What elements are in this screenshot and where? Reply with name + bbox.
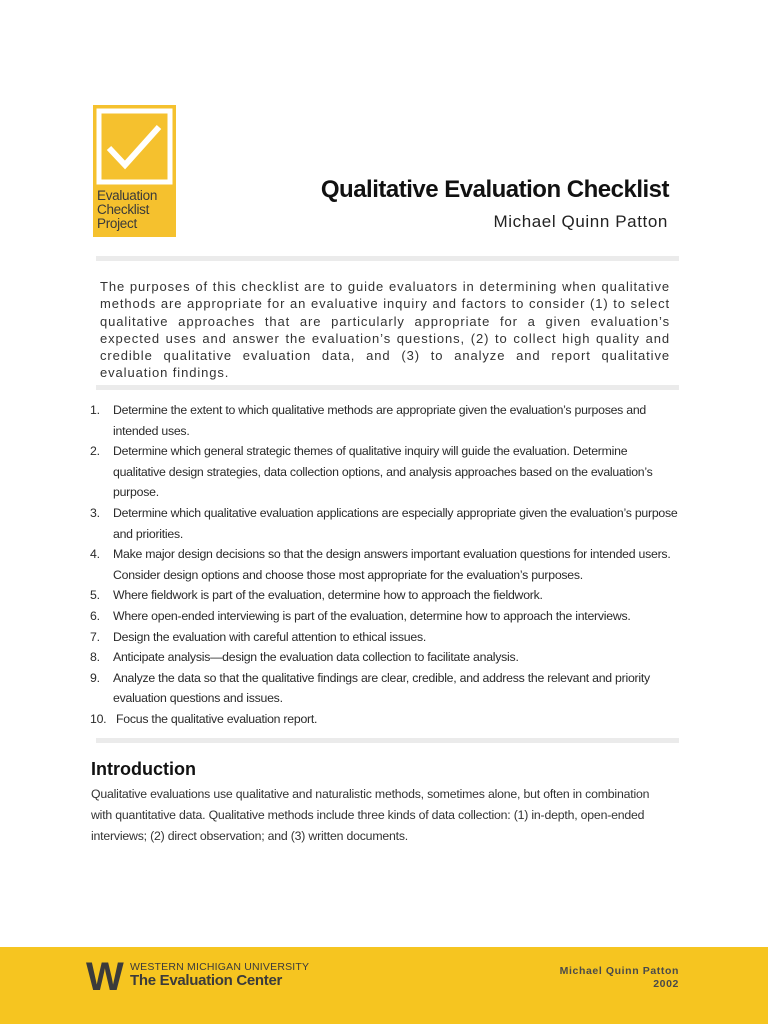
list-text: Where fieldwork is part of the evaluation, determine how to approach the fieldwork. (113, 588, 543, 603)
list-item (90, 627, 682, 648)
list-item (90, 441, 682, 503)
university-name: WESTERN MICHIGAN UNIVERSITY (130, 961, 310, 973)
checklist-steps (90, 400, 682, 730)
abstract-text: The purposes of this checklist are to guide evaluators in determining when qualitative methods are appropriate for an evaluative inquiry and factors to consider (1) to select qualitative approaches that are particularly appropriate for a given evaluation’s expected uses and answer the evaluation’s questions, (2) to collect high quality and credible qualitative evaluation data, and (3) to analyze and report qualitative evaluation findings. (100, 279, 670, 381)
list-text: Focus the qualitative evaluation report. (116, 711, 318, 726)
list-item (90, 503, 682, 544)
logo-line: Project (97, 216, 137, 231)
document-author: Michael Quinn Patton (493, 212, 668, 231)
footer (0, 947, 768, 1024)
evaluation-checklist-project-logo (93, 105, 176, 237)
list-number: 8. (90, 650, 100, 665)
list-number: 10. (90, 711, 107, 726)
list-number: 7. (90, 629, 100, 644)
divider (96, 738, 679, 743)
list-text: Make major design decisions so that the design answers important evaluation questions for intended users. Consider design options and choose those most appropriate for the evaluation’s purposes. (113, 547, 671, 582)
list-number: 4. (90, 547, 100, 562)
list-text: Determine the extent to which qualitative methods are appropriate given the evaluation’s purposes and intended uses. (113, 403, 647, 438)
list-number: 1. (90, 403, 100, 417)
list-item (90, 668, 682, 709)
divider (96, 385, 679, 390)
abstract-box (100, 278, 670, 381)
list-text: Where open-ended interviewing is part of the evaluation, determine how to approach the interviews. (113, 608, 631, 623)
list-number: 9. (90, 670, 100, 685)
list-item (90, 709, 682, 730)
footer-author: Michael Quinn Patton (559, 965, 679, 977)
evaluation-center-name: The Evaluation Center (130, 972, 283, 989)
logo-line: Evaluation (97, 188, 158, 203)
list-number: 3. (90, 505, 100, 520)
checkmark-box-icon (93, 105, 176, 195)
list-number: 2. (90, 444, 100, 459)
list-text: Determine which general strategic themes of qualitative inquiry will guide the evaluation. Determine qualitative design strategies, data collection options, and analysis approaches based on the evaluation’s purpose. (113, 444, 653, 500)
list-item (90, 606, 682, 627)
list-text: Determine which qualitative evaluation applications are especially appropriate given the evaluation’s purpose and priorities. (113, 505, 678, 541)
list-text: Analyze the data so that the qualitative findings are clear, credible, and address the relevant and priority evaluation questions and issues. (113, 670, 650, 706)
list-item (90, 647, 682, 668)
list-item (90, 400, 682, 441)
wmu-w-logo: W (86, 955, 123, 999)
logo-line: Checklist (97, 202, 150, 217)
footer-year: 2002 (653, 978, 679, 990)
list-item (90, 544, 682, 585)
list-text: Design the evaluation with careful attention to ethical issues. (113, 629, 427, 644)
introduction-text: Qualitative evaluations use qualitative and naturalistic methods, sometimes alone, but often in combination with quantitative data. Qualitative methods include three kinds of data collection: (1) in-depth, open-ended interviews; (2) direct observation; and (3) written documents. (91, 787, 650, 843)
introduction-heading: Introduction (91, 759, 196, 779)
divider (96, 256, 679, 261)
list-number: 6. (90, 608, 100, 623)
logo-text (97, 189, 175, 231)
list-text: Anticipate analysis—design the evaluation data collection to facilitate analysis. (113, 650, 519, 665)
list-number: 5. (90, 588, 100, 603)
list-item (90, 585, 682, 606)
document-title: Qualitative Evaluation Checklist (320, 176, 669, 203)
